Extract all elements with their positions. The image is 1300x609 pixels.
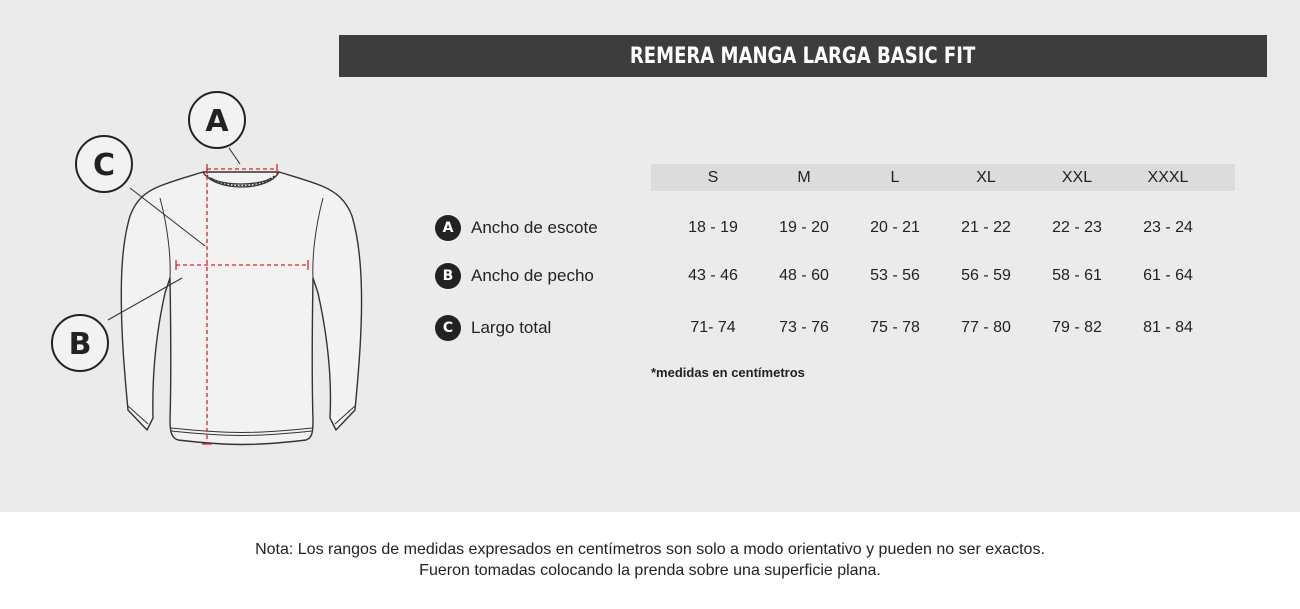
size-header-xxxl: XXXL [1147, 169, 1189, 186]
cell-c-xxxl: 81 - 84 [1143, 319, 1193, 336]
size-header-m: M [797, 169, 811, 186]
cell-a-s: 18 - 19 [688, 219, 738, 236]
size-header-l: L [890, 169, 900, 186]
cell-c-xxl: 79 - 82 [1052, 319, 1102, 336]
callout-c-label: C [92, 148, 116, 183]
cell-a-xl: 21 - 22 [961, 219, 1011, 236]
row-label-c [435, 315, 551, 341]
row-label-text: Ancho de escote [471, 218, 598, 237]
row-label-b [435, 263, 594, 289]
cell-c-m: 73 - 76 [779, 319, 829, 336]
callout-b [52, 315, 108, 371]
row-label-text: Ancho de pecho [471, 266, 594, 285]
size-header-xxl: XXL [1061, 169, 1093, 186]
cell-b-xxxl: 61 - 64 [1143, 267, 1193, 284]
cell-b-l: 53 - 56 [870, 267, 920, 284]
row-label-a [435, 215, 598, 241]
cell-b-xl: 56 - 59 [961, 267, 1011, 284]
disclaimer-line-1: Nota: Los rangos de medidas expresados en centímetros son solo a modo orientativo y pueden no ser exactos. [255, 541, 1045, 558]
cell-a-l: 20 - 21 [870, 219, 920, 236]
cell-c-s: 71- 74 [690, 319, 736, 336]
cell-c-l: 75 - 78 [870, 319, 920, 336]
disclaimer-line-2: Fueron tomadas colocando la prenda sobre una superficie plana. [419, 562, 881, 579]
cell-a-xxl: 22 - 23 [1052, 219, 1102, 236]
cell-b-xxl: 58 - 61 [1052, 267, 1102, 284]
cell-c-xl: 77 - 80 [961, 319, 1011, 336]
badge-b: B [435, 263, 461, 289]
badge-c: C [435, 315, 461, 341]
callout-b-label: B [68, 327, 92, 362]
shirt-diagram [40, 88, 370, 458]
badge-a: A [435, 215, 461, 241]
cell-a-xxxl: 23 - 24 [1143, 219, 1193, 236]
cell-b-s: 43 - 46 [688, 267, 738, 284]
shirt-outline [121, 172, 361, 445]
title-bar [339, 35, 1267, 77]
units-note: *medidas en centímetros [651, 365, 805, 380]
page-title: REMERA MANGA LARGA BASIC FIT [630, 43, 976, 69]
row-label-text: Largo total [471, 318, 552, 337]
callout-c [76, 136, 132, 192]
callout-a [189, 92, 245, 148]
cell-b-m: 48 - 60 [779, 267, 829, 284]
size-header-xl: XL [976, 169, 996, 186]
cell-a-m: 19 - 20 [779, 219, 829, 236]
size-header-s: S [707, 169, 719, 186]
callout-a-label: A [205, 104, 229, 139]
